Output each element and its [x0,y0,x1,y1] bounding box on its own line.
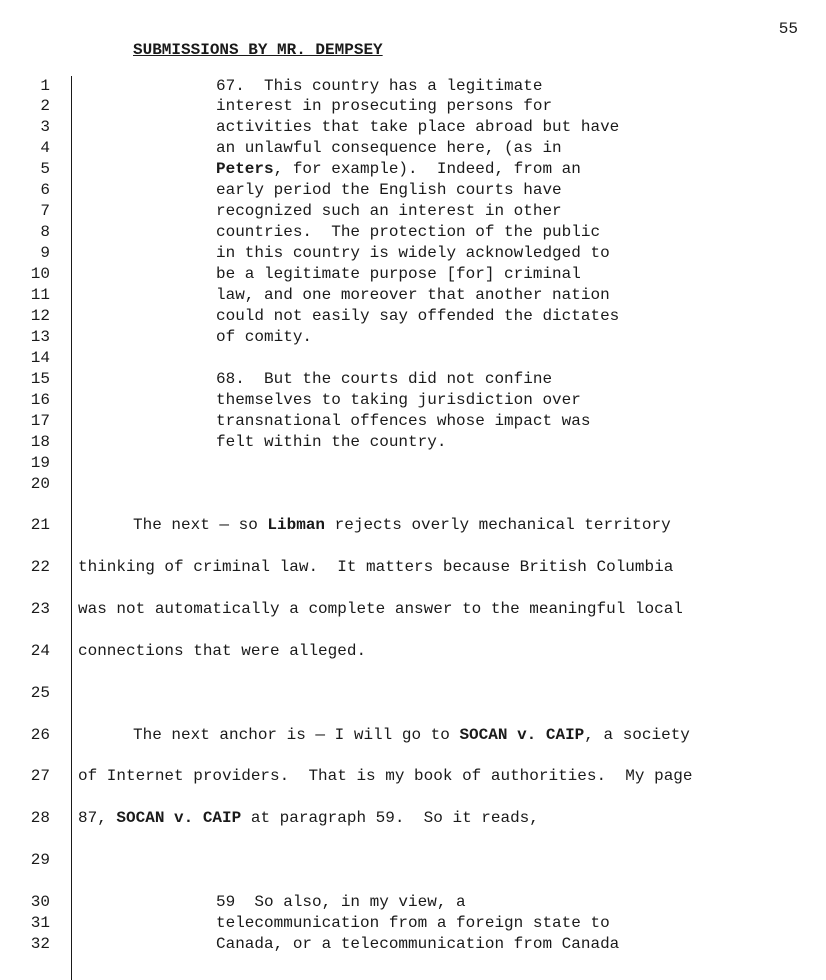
body-text: rejects overly mechanical territory [325,516,671,534]
line-number: 3 [40,118,50,136]
quote-line: telecommunication from a foreign state to [216,914,610,932]
body-line: was not automatically a complete answer to the meaningful local [78,600,683,618]
line-number: 22 [30,558,50,576]
quote-line: law, and one moreover that another nation [216,286,610,304]
quote-line: an unlawful consequence here, (as in [216,139,562,157]
line-number: 7 [40,202,50,220]
quote-line: 67. This country has a legitimate [216,77,543,95]
line-number: 13 [30,328,50,346]
quote-line [216,159,581,179]
line-number: 30 [30,893,50,911]
quote-text: , for example). Indeed, from an [273,160,581,178]
body-line [78,808,539,828]
line-number: 27 [30,767,50,785]
line-number: 15 [30,370,50,388]
line-number: 5 [40,160,50,178]
quote-line: could not easily say offended the dictates [216,307,620,325]
quote-line: be a legitimate purpose [for] criminal [216,265,581,283]
quote-line: 59 So also, in my view, a [216,893,466,911]
body-text: 87, [78,809,117,827]
line-number: 6 [40,181,50,199]
body-text: , a society [584,726,690,744]
line-number: 8 [40,223,50,241]
body-line: of Internet providers. That is my book of authorities. My page [78,767,693,785]
body-text: at paragraph 59. So it reads, [241,809,539,827]
quote-line: in this country is widely acknowledged to [216,244,610,262]
line-number: 2 [40,97,50,115]
line-number: 23 [30,600,50,618]
quote-line: 68. But the courts did not confine [216,370,553,388]
line-number: 26 [30,726,50,744]
quote-line: activities that take place abroad but have [216,118,620,136]
body-line [133,725,690,745]
quote-line: felt within the country. [216,433,447,451]
line-number: 31 [30,914,50,932]
quote-line: countries. The protection of the public [216,223,601,241]
case-name: SOCAN v. CAIP [459,726,585,744]
line-number: 14 [30,349,50,367]
line-number: 24 [30,642,50,660]
quote-line: Canada, or a telecommunication from Canada [216,935,620,953]
quote-line: themselves to taking jurisdiction over [216,391,581,409]
case-name: Libman [267,516,326,534]
line-number: 32 [30,935,50,953]
line-number: 19 [30,454,50,472]
line-number: 10 [30,265,50,283]
margin-rule [71,76,72,980]
case-name: Peters [216,160,274,178]
quote-line: early period the English courts have [216,181,562,199]
page-number: 55 [778,20,798,38]
line-number: 20 [30,475,50,493]
body-text: The next — so [133,516,268,534]
line-number: 11 [30,286,50,304]
line-number: 25 [30,684,50,702]
page-heading: SUBMISSIONS BY MR. DEMPSEY [133,41,383,59]
line-number: 21 [30,516,50,534]
case-name: SOCAN v. CAIP [116,809,242,827]
body-text: The next anchor is — I will go to [133,726,460,744]
quote-line: of comity. [216,328,313,346]
line-number: 17 [30,412,50,430]
body-line [133,515,671,535]
line-number: 16 [30,391,50,409]
quote-line: interest in prosecuting persons for [216,97,553,115]
line-number: 9 [40,244,50,262]
line-number: 12 [30,307,50,325]
body-line: connections that were alleged. [78,642,367,660]
quote-line: transnational offences whose impact was [216,412,591,430]
line-number: 1 [40,77,50,95]
quote-line: recognized such an interest in other [216,202,562,220]
line-number: 29 [30,851,50,869]
line-number: 18 [30,433,50,451]
line-number: 28 [30,809,50,827]
body-line: thinking of criminal law. It matters because British Columbia [78,558,674,576]
line-number: 4 [40,139,50,157]
